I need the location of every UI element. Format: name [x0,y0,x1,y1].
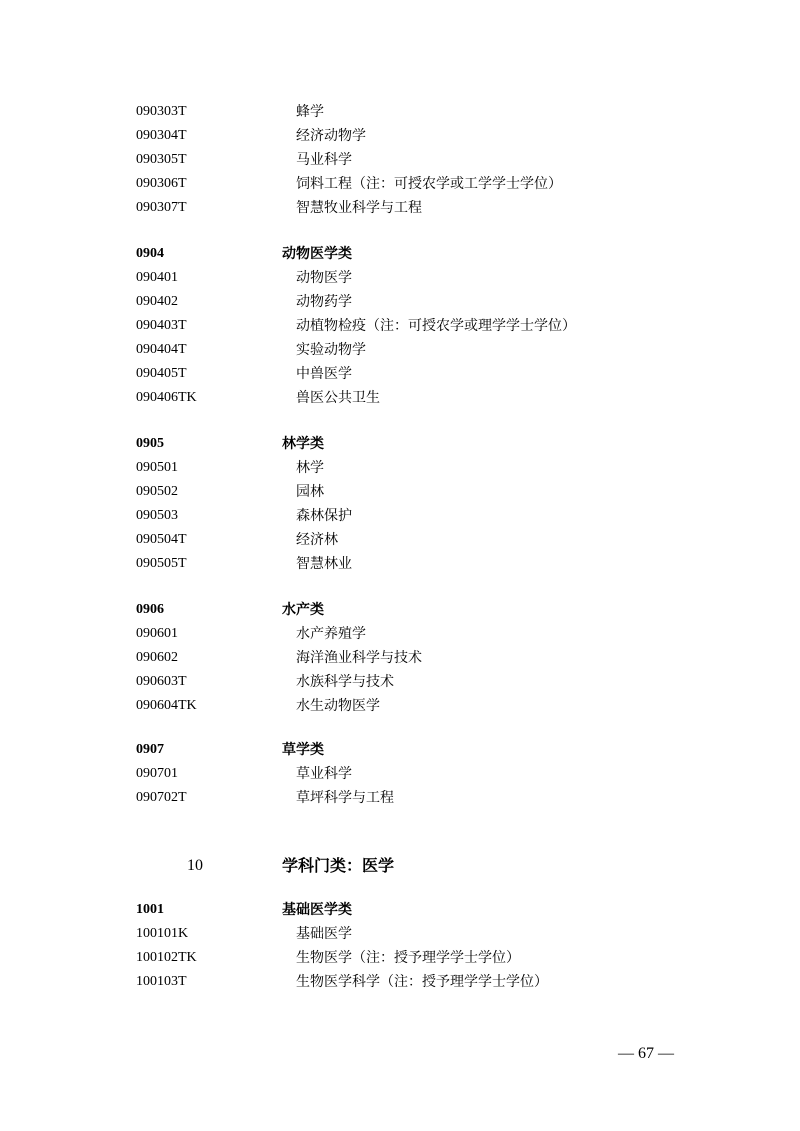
table-row [0,266,800,290]
discipline-header [0,854,800,878]
table-row [0,922,800,946]
major-name: 动植物检疫（注：可授农学或理学学士学位） [296,318,576,334]
major-name: 林学 [296,460,324,476]
table-row [0,552,800,576]
major-code: 090305T [136,152,187,167]
major-name: 水族科学与技术 [296,674,394,690]
table-row [0,694,800,718]
category-header [0,432,800,456]
major-name: 实验动物学 [296,342,366,358]
major-code: 090306T [136,176,187,191]
major-code: 090504T [136,532,187,547]
table-row [0,362,800,386]
major-code: 090601 [136,626,178,641]
major-name: 生物医学（注：授予理学学士学位） [296,950,520,966]
major-code: 090701 [136,766,178,781]
table-row [0,622,800,646]
category-header [0,598,800,622]
major-name: 水产养殖学 [296,626,366,642]
major-name: 经济林 [296,532,338,548]
table-row [0,504,800,528]
table-row [0,148,800,172]
major-code: 090405T [136,366,187,381]
major-code: 100102TK [136,950,197,965]
category-code: 0904 [136,246,164,261]
major-code: 090303T [136,104,187,119]
major-code: 090602 [136,650,178,665]
table-row [0,456,800,480]
table-row [0,290,800,314]
major-code: 090307T [136,200,187,215]
table-row [0,762,800,786]
major-code: 090603T [136,674,187,689]
major-name: 马业科学 [296,152,352,168]
table-row [0,528,800,552]
major-code: 090702T [136,790,187,805]
table-row [0,124,800,148]
category-header [0,738,800,762]
table-row [0,946,800,970]
major-code: 090404T [136,342,187,357]
major-name: 智慧牧业科学与工程 [296,200,422,216]
major-name: 草业科学 [296,766,352,782]
table-row [0,670,800,694]
major-name: 兽医公共卫生 [296,390,380,406]
major-name: 智慧林业 [296,556,352,572]
major-name: 动物药学 [296,294,352,310]
table-row [0,970,800,994]
major-code: 090403T [136,318,187,333]
category-code: 0906 [136,602,164,617]
major-name: 蜂学 [296,104,324,120]
major-code: 090503 [136,508,178,523]
discipline-code: 10 [187,857,203,874]
table-row [0,786,800,810]
category-code: 0907 [136,742,164,757]
table-row [0,480,800,504]
category-header [0,898,800,922]
table-row [0,646,800,670]
major-code: 090501 [136,460,178,475]
category-name: 林学类 [282,436,324,452]
category-code: 0905 [136,436,164,451]
category-name: 动物医学类 [282,246,352,262]
table-row [0,196,800,220]
category-name: 基础医学类 [282,902,352,918]
major-code: 090502 [136,484,178,499]
table-row [0,100,800,124]
category-code: 1001 [136,902,164,917]
major-code: 100101K [136,926,189,941]
table-row [0,338,800,362]
major-name: 森林保护 [296,508,352,524]
major-code: 090406TK [136,390,197,405]
major-name: 经济动物学 [296,128,366,144]
table-row [0,172,800,196]
category-name: 草学类 [282,742,324,758]
major-code: 090401 [136,270,178,285]
major-code: 100103T [136,974,187,989]
table-row [0,386,800,410]
major-name: 园林 [296,484,324,500]
category-header [0,242,800,266]
discipline-name: 学科门类：医学 [282,856,395,875]
major-name: 中兽医学 [296,366,352,382]
table-row [0,314,800,338]
page-number: — 67 — [618,1045,674,1062]
major-code: 090505T [136,556,187,571]
category-name: 水产类 [282,602,324,618]
major-name: 饲料工程（注：可授农学或工学学士学位） [296,176,562,192]
major-name: 水生动物医学 [296,698,380,714]
major-name: 生物医学科学（注：授予理学学士学位） [296,974,548,990]
major-code: 090604TK [136,698,197,713]
major-name: 基础医学 [296,926,352,942]
major-code: 090304T [136,128,187,143]
major-code: 090402 [136,294,178,309]
major-name: 海洋渔业科学与技术 [296,650,422,666]
major-name: 动物医学 [296,270,352,286]
major-name: 草坪科学与工程 [296,790,394,806]
